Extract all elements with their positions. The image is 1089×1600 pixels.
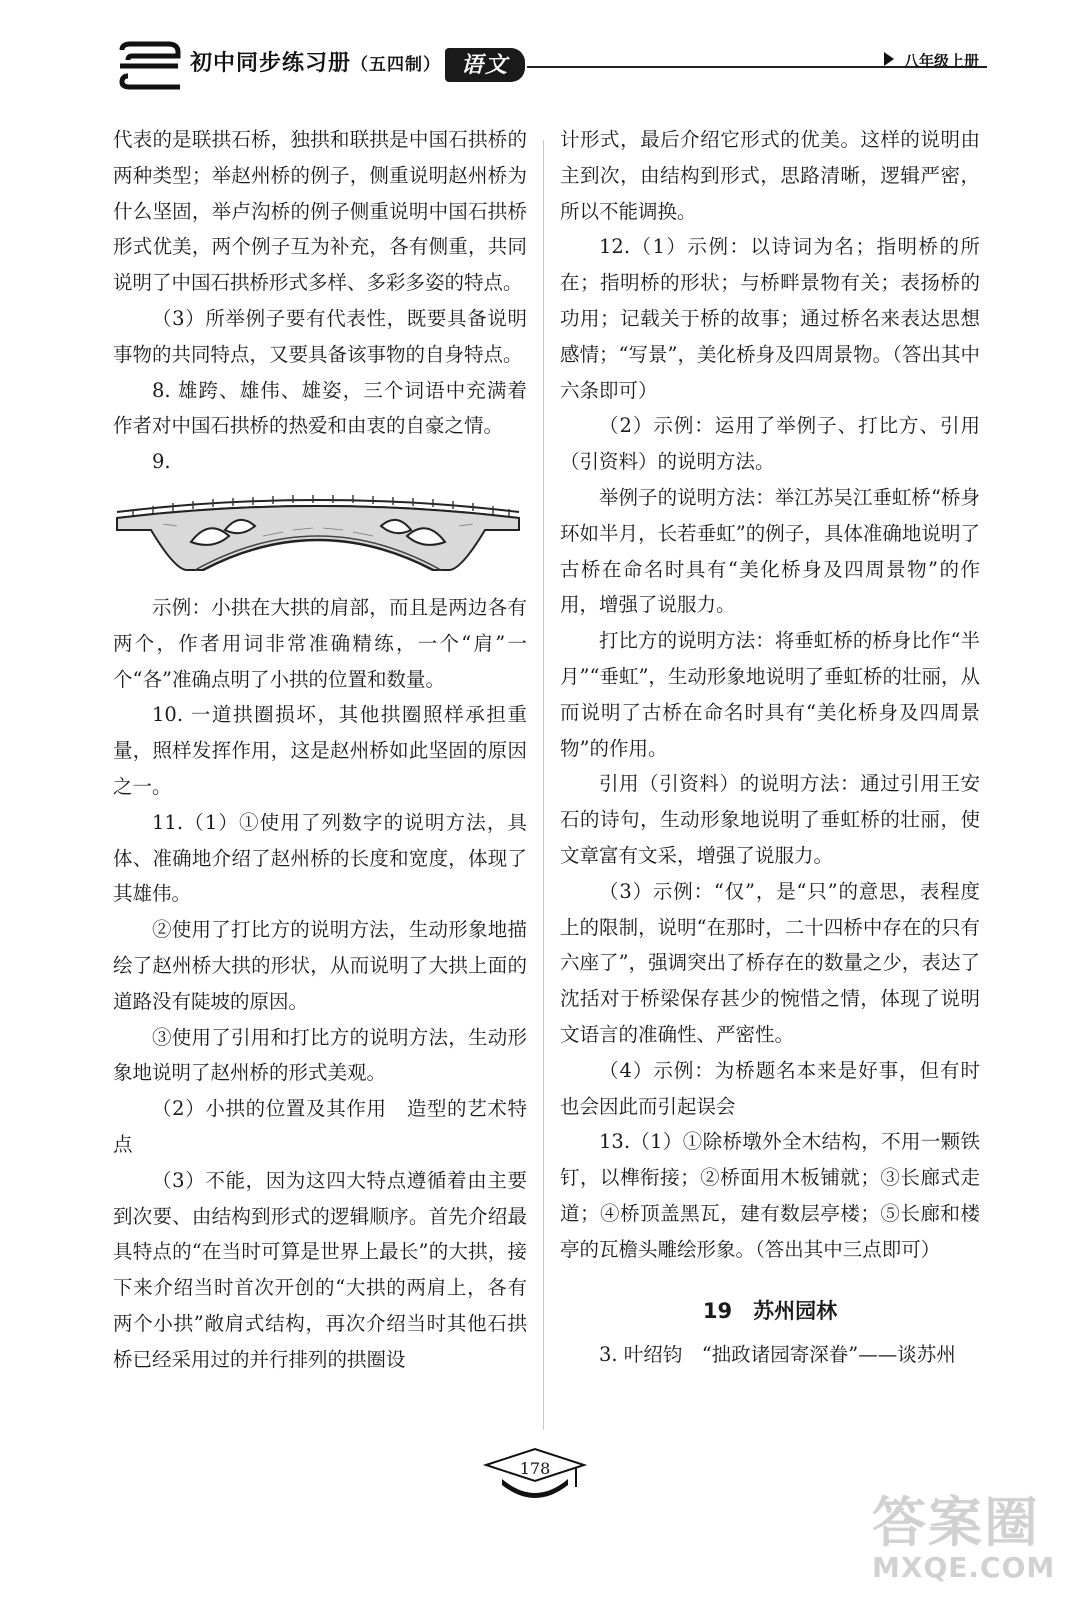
right-column (560, 122, 980, 1373)
book-edition: （五四制） (351, 55, 442, 75)
paragraph: （3）不能，因为这四大特点遵循着由主要到次要、由结构到形式的逻辑顺序。首先介绍最具特点的“在当时可算是世界上最长”的大拱，接下来介绍当时首次开创的“大拱的两肩上，各有两个小拱”敞肩式结构，再次介绍当时其他石拱桥已经采用过的并行排列的拱圈设 (113, 1168, 527, 1371)
paragraph: （3）示例：“仅”，是“只”的意思，表程度上的限制，说明“在那时，二十四桥中存在的只有六座了”，强调突出了桥存在的数量之少，表达了沈括对于桥梁保存甚少的惋惜之情，体现了说明文语言的准确性、严密性。 (560, 879, 980, 1046)
paragraph: ②使用了打比方的说明方法，生动形象地描绘了赵州桥大拱的形状，从而说明了大拱上面的道路没有陡坡的原因。 (113, 918, 527, 1013)
paragraph: 示例：小拱在大拱的肩部，而且是两边各有两个，作者用词非常准确精练，一个“肩”一个“各”准确点明了小拱的位置和数量。 (113, 595, 527, 691)
paragraph: 引用（引资料）的说明方法：通过引用王安石的诗句，生动形象地说明了垂虹桥的壮丽，使文章富有文采，增强了说服力。 (560, 772, 980, 867)
subject-badge: 语文 (445, 48, 525, 82)
paragraph: 8. 雄跨、雄伟、雄姿，三个词语中充满着作者对中国石拱桥的热爱和由衷的自豪之情。 (113, 378, 527, 438)
paragraph: 举例子的说明方法：举江苏吴江垂虹桥“桥身环如半月，长若垂虹”的例子，具体准确地说明了古桥在命名时具有“美化桥身及四周景物”的作用，增强了说服力。 (560, 485, 980, 617)
series-logo-icon (118, 40, 188, 90)
paragraph: 12.（1）示例：以诗词为名；指明桥的所在；指明桥的形状；与桥畔景物有关；表扬桥的功用；记载关于桥的故事；通过桥名来表达思想感情；“写景”，美化桥身及四周景物。（答出其中六条即可） (560, 235, 980, 402)
question-number: 9. (152, 450, 171, 474)
grade-label: 八年级上册 (904, 52, 980, 70)
paragraph: 代表的是联拱石桥，独拱和联拱是中国石拱桥的两种类型；举赵州桥的例子，侧重说明赵州桥为什么坚固，举卢沟桥的例子侧重说明中国石拱桥形式优美，两个例子互为补充，各有侧重，共同说明了中国石拱桥形式多样、多彩多姿的特点。 (113, 128, 527, 295)
paragraph: 11.（1）①使用了列数字的说明方法，具体、准确地介绍了赵州桥的长度和宽度，体现了其雄伟。 (113, 810, 527, 906)
watermark-url: MXQE.COM (872, 1551, 1056, 1584)
paragraph: ③使用了引用和打比方的说明方法，生动形象地说明了赵州桥的形式美观。 (113, 1025, 527, 1085)
left-column (113, 122, 527, 1378)
page-header (0, 0, 1089, 110)
paragraph: （2）小拱的位置及其作用 造型的艺术特点 (113, 1097, 527, 1156)
stone-arch-bridge-icon (113, 490, 523, 572)
grade-arrow-icon (884, 52, 894, 66)
page-number-badge (480, 1445, 590, 1505)
section-title: 19 苏州园林 (702, 1298, 838, 1323)
book-title: 初中同步练习册（五四制） (190, 51, 442, 76)
watermark (872, 1480, 1082, 1590)
bridge-figure (113, 490, 527, 572)
page-number: 178 (519, 1459, 551, 1478)
paragraph: （3）所举例子要有代表性，既要具备说明事物的共同特点，又要具备该事物的自身特点。 (113, 306, 527, 366)
paragraph: （2）示例：运用了举例子、打比方、引用（引资料）的说明方法。 (560, 414, 980, 474)
paragraph: 计形式，最后介绍它形式的优美。这样的说明由主到次，由结构到形式，思路清晰，逻辑严密，所以不能调换。 (560, 128, 980, 223)
paragraph: 13.（1）①除桥墩外全木结构，不用一颗铁钉，以榫衔接；②桥面用木板铺就；③长廊式走道；④桥顶盖黑瓦，建有数层亭楼；⑤长廊和楼亭的瓦檐头雕绘形象。（答出其中三点即可） (560, 1130, 980, 1261)
paragraph: （4）示例：为桥题名本来是好事，但有时也会因此而引起误会 (560, 1058, 980, 1118)
paragraph: 10. 一道拱圈损坏，其他拱圈照样承担重量，照样发挥作用，这是赵州桥如此坚固的原因之一。 (113, 703, 527, 798)
column-divider (543, 140, 544, 1430)
watermark-logo: 答案圈 (872, 1491, 1040, 1554)
paragraph: 打比方的说明方法：将垂虹桥的桥身比作“半月”“垂虹”，生动形象地说明了垂虹桥的壮丽，从而说明了古桥在命名时具有“美化桥身及四周景物”的作用。 (560, 629, 980, 760)
paragraph: 3. 叶绍钧 “拙政诸园寄深眷”——谈苏州 (599, 1343, 956, 1367)
